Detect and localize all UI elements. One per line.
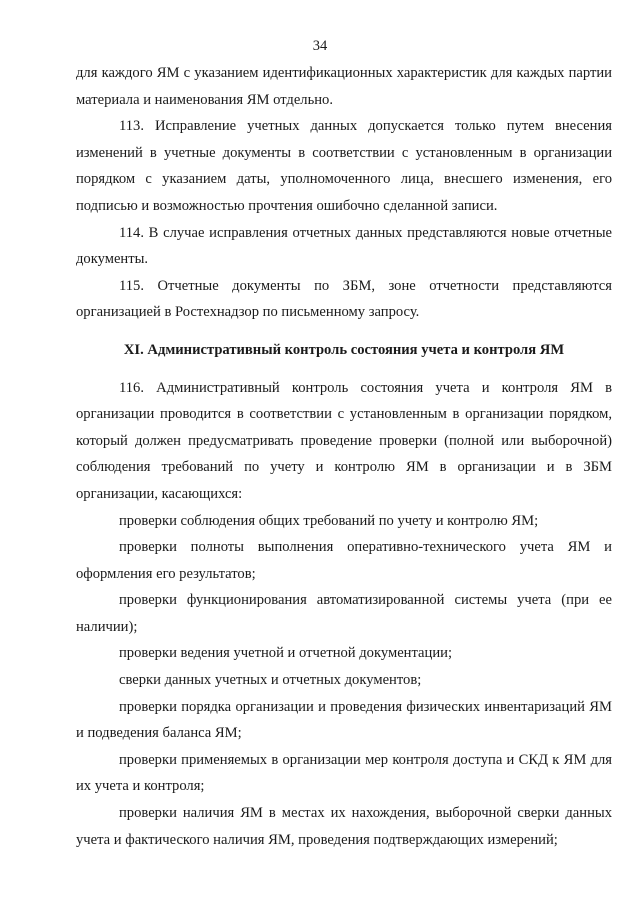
list-item: сверки данных учетных и отчетных документов; — [119, 672, 422, 689]
list-item: проверки порядка организации и проведения физических инвентаризаций ЯМ и подведения баланса ЯМ; — [76, 698, 612, 742]
list-item: проверки применяемых в организации мер контроля доступа и СКД к ЯМ для их учета и контроля; — [76, 751, 612, 795]
paragraph-114: 114. В случае исправления отчетных данных представляются новые отчетные документы. — [76, 224, 612, 268]
paragraph-115: 115. Отчетные документы по ЗБМ, зоне отчетности представляются организацией в Ростехнадзор по письменному запросу. — [76, 277, 612, 321]
list-item: проверки наличия ЯМ в местах их нахождения, выборочной сверки данных учета и фактического наличия ЯМ, проведения подтверждающих измерений; — [76, 805, 612, 848]
list-item: проверки полноты выполнения оперативно-технического учета ЯМ и оформления его результатов; — [76, 539, 612, 582]
paragraph-113: 113. Исправление учетных данных допускается только путем внесения изменений в учетные документы в соответствии с установленным в организации порядком с указанием даты, уполномоченного лица, внесшего изменения, его подписью и возможностью прочтения ошибочно сделанной записи. — [76, 118, 612, 214]
paragraph-continuation: для каждого ЯМ с указанием идентификационных характеристик для каждых партии материала и наименования ЯМ отдельно. — [76, 65, 612, 108]
section-heading: XI. Административный контроль состояния учета и контроля ЯМ — [123, 341, 565, 358]
page-number: 34 — [312, 38, 328, 54]
list-item: проверки функционирования автоматизированной системы учета (при ее наличии); — [76, 592, 612, 635]
list-item: проверки ведения учетной и отчетной документации; — [119, 645, 453, 662]
list-item: проверки соблюдения общих требований по учету и контролю ЯМ; — [119, 512, 539, 529]
document-body — [76, 60, 612, 853]
paragraph-116: 116. Административный контроль состояния учета и контроля ЯМ в организации проводится в соответствии с установленным в организации порядком, который должен предусматривать проведение проверки (полной или выборочной) соблюдения требований по учету и контролю ЯМ в организации и в ЗБМ организации, касающихся: — [76, 379, 612, 502]
